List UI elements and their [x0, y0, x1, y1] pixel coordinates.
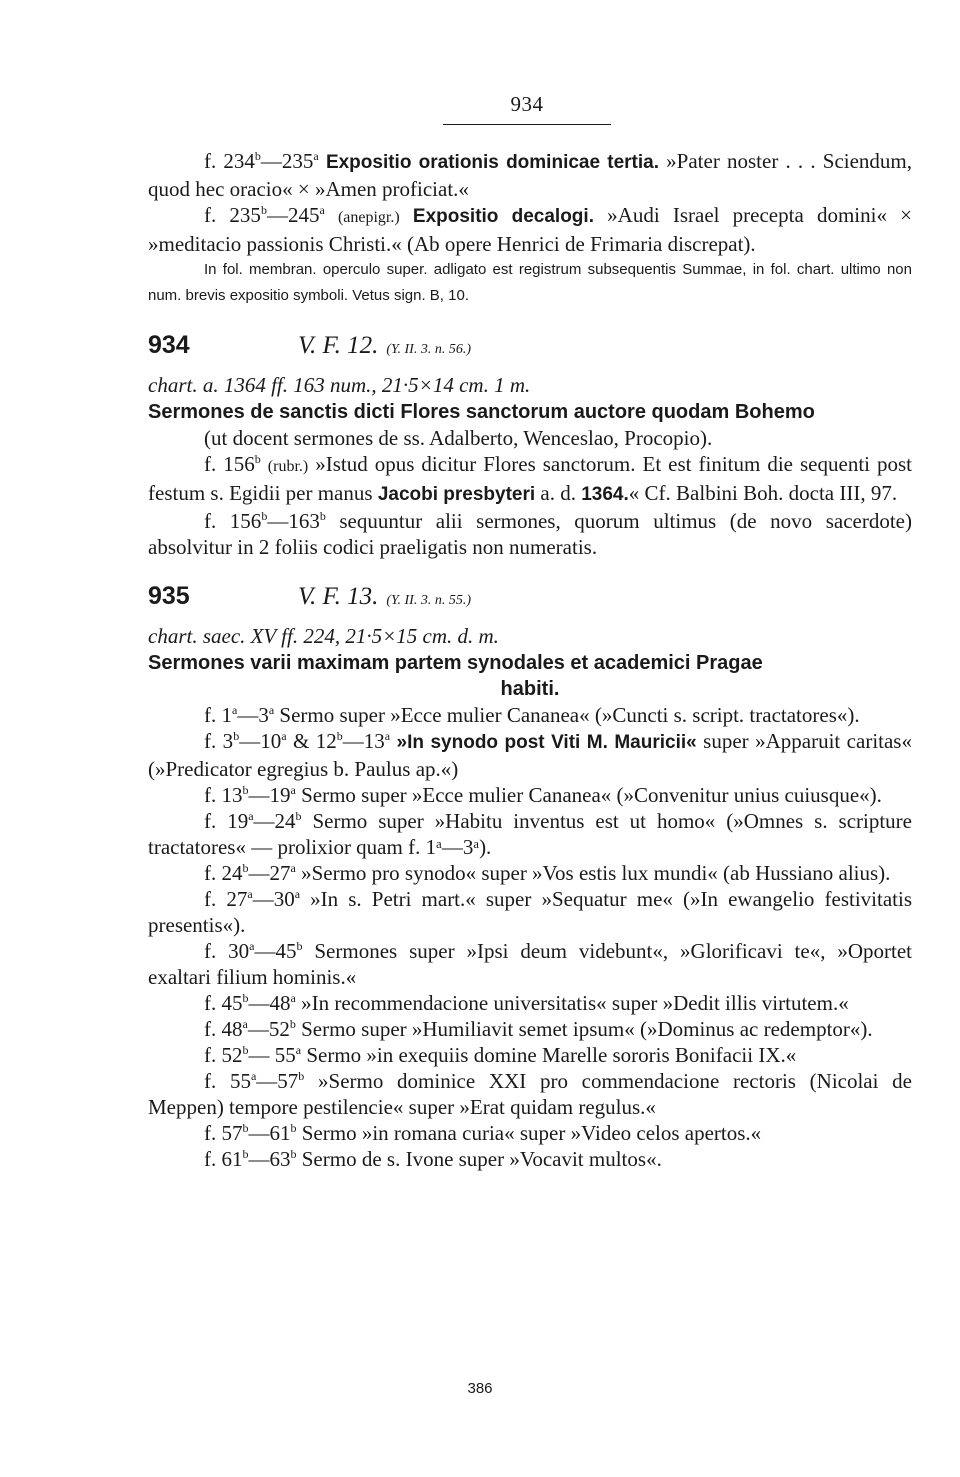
entry-signature: V. F. 12. (Y. II. 3. n. 56.)	[298, 332, 472, 359]
entry-number: 934	[148, 331, 190, 359]
prev-entry-item-2: f. 235$^b$—245$^a$ (anepigr.) Expositio decalogi. »Audi Israel precepta domini« × »meditacio passionis Christi.« (Ab opere Henrici de Frimaria discrepat).	[148, 203, 913, 256]
entry-title: Sermones de sanctis dicti Flores sanctorum auctore quodam Bohemo	[148, 401, 815, 423]
list-item: f. 27$^a$—30$^a$ »In s. Petri mart.« super »Sequatur me« (»In ewangelio festivitatis presentis«).	[148, 887, 912, 937]
page-content	[148, 148, 912, 1172]
list-item: f. 55$^a$—57$^b$ »Sermo dominice XXI pro commendacione rectoris (Nicolai de Meppen) tempore pestilencie« super »Erat quidam regulus.«	[148, 1069, 912, 1119]
list-item: f. 61$^b$—63$^b$ Sermo de s. Ivone super »Vocavit multos«.	[204, 1147, 662, 1171]
prev-entry-item-1: f. 234$^b$—235$^a$ Expositio orationis dominicae tertia. »Pater noster . . . Sciendum, quod hec oracio« × »Amen proficiat.«	[148, 149, 912, 201]
entry-934-headline	[148, 331, 912, 371]
prev-entry-note: In fol. membran. operculo super. adligato est registrum subsequentis Summae, in fol. chart. ultimo non num. brevis expositio symboli. Vetus sign. B, 10.	[148, 261, 912, 304]
entry-number: 935	[148, 582, 190, 610]
list-item: f. 3$^b$—10$^a$ & 12$^b$—13$^a$ »In synodo post Viti M. Mauricii« super »Apparuit caritas« (»Predicator egregius b. Paulus ap.«)	[148, 729, 912, 781]
entry-subtitle: (ut docent sermones de ss. Adalberto, Wenceslao, Procopio).	[204, 426, 713, 450]
list-item: f. 45$^b$—48$^a$ »In recommendacione universitatis« super »Dedit illis virtutem.«	[204, 991, 849, 1015]
prev-entry-title-2: Expositio decalogi.	[412, 206, 594, 227]
list-item: f. 1$^a$—3$^a$ Sermo super »Ecce mulier Cananea« (»Cuncti s. script. tractatores«).	[204, 703, 860, 727]
entry-description: chart. a. 1364 ff. 163 num., 21·5×14 cm. 1 m.	[148, 373, 531, 397]
list-item: f. 13$^b$—19$^a$ Sermo super »Ecce mulier Cananea« (»Convenitur unius cuiusque«).	[204, 783, 882, 807]
list-item: f. 30$^a$—45$^b$ Sermones super »Ipsi deum videbunt«, »Glorificavi te«, »Oportet exaltari filium hominis.«	[148, 939, 912, 989]
header-rule	[443, 124, 611, 125]
page-number-top: 934	[510, 92, 544, 116]
list-item: f. 52$^b$— 55$^a$ Sermo »in exequiis domine Marelle sororis Bonifacii IX.«	[204, 1043, 797, 1067]
entry-title: Sermones varii maximam partem synodales et academici Pragae	[148, 652, 763, 674]
list-item: f. 48$^a$—52$^b$ Sermo super »Humiliavit semet ipsum« (»Dominus ac redemptor«).	[204, 1017, 873, 1041]
entry-935-items	[148, 702, 912, 1172]
page-number-bottom: 386	[467, 1380, 493, 1397]
list-item: f. 19$^a$—24$^b$ Sermo super »Habitu inventus est ut homo« (»Omnes s. scripture tractatores« — prolixior quam f. 1ᵃ—3ᵃ).	[148, 809, 912, 859]
prev-entry-title-1: Expositio orationis dominicae tertia.	[325, 152, 659, 173]
entry-title-cont: habiti.	[500, 678, 560, 700]
entry-934-item-1: f. 156$^b$ (rubr.) »Istud opus dicitur Flores sanctorum. Et est finitum die sequenti post festum s. Egidii per manus Jacobi presbyteri a. d. 1364.« Cf. Balbini Boh. docta III, 97.	[148, 452, 913, 505]
entry-description: chart. saec. XV ff. 224, 21·5×15 cm. d. m.	[148, 624, 499, 648]
entry-935-headline	[148, 582, 912, 622]
list-item: f. 57$^b$—61$^b$ Sermo »in romana curia« super »Video celos apertos.«	[204, 1121, 762, 1145]
entry-signature: V. F. 13. (Y. II. 3. n. 55.)	[298, 583, 472, 610]
list-item: f. 24$^b$—27$^a$ »Sermo pro synodo« super »Vos estis lux mundi« (ab Hussiano alius).	[204, 861, 891, 885]
entry-934-item-2: f. 156$^b$—163$^b$ sequuntur alii sermones, quorum ultimus (de novo sacerdote) absolvitur in 2 foliis codici praeligatis non numeratis.	[148, 509, 912, 559]
